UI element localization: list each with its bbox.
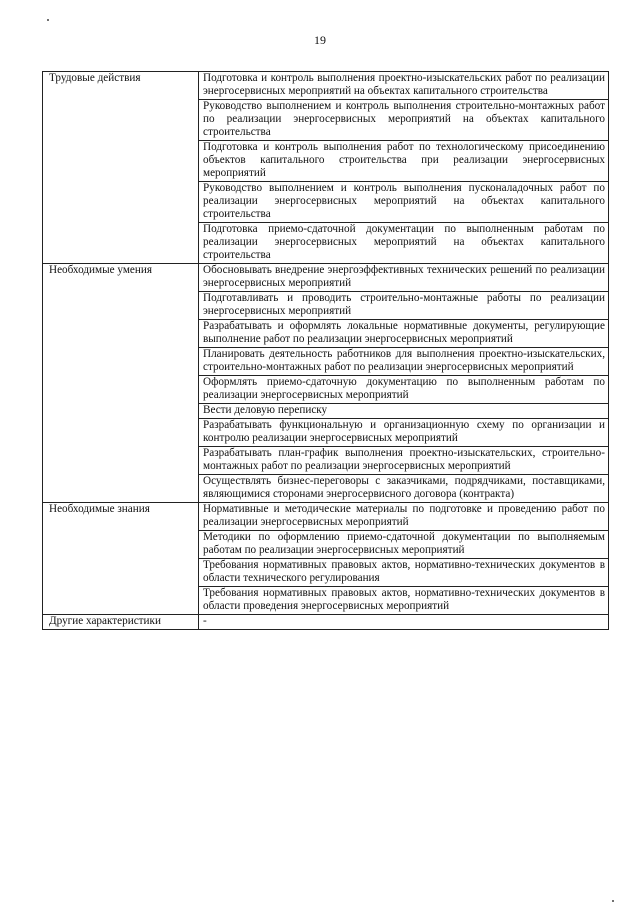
item-cell: Обосновывать внедрение энергоэффективных технических решений по реализации энергосервисных мероприятий: [199, 264, 609, 292]
category-cell: Необходимые знания: [43, 503, 199, 615]
item-cell: Руководство выполнением и контроль выполнения строительно-монтажных работ по реализации энергосервисных мероприятий на объектах капитального строительства: [199, 100, 609, 141]
item-cell: Разрабатывать и оформлять локальные нормативные документы, регулирующие выполнение работ по реализации энергосервисных мероприятий: [199, 320, 609, 348]
table-row: [43, 264, 609, 292]
category-cell: Другие характеристики: [43, 615, 199, 630]
scan-speck: [47, 19, 49, 21]
item-cell: Разрабатывать функциональную и организационную схему по организации и контролю реализации энергосервисных мероприятий: [199, 419, 609, 447]
category-cell: Необходимые умения: [43, 264, 199, 503]
item-cell: Методики по оформлению приемо-сдаточной документации по выполняемым работам по реализации энергосервисных мероприятий: [199, 531, 609, 559]
item-cell: Руководство выполнением и контроль выполнения пусконаладочных работ по реализации энергосервисных мероприятий на объектах капитального строительства: [199, 182, 609, 223]
item-cell: Оформлять приемо-сдаточную документацию по выполненным работам по реализации энергосервисных мероприятий: [199, 376, 609, 404]
item-cell: Планировать деятельность работников для выполнения проектно-изыскательских, строительно-монтажных работ по реализации энергосервисных мероприятий: [199, 348, 609, 376]
item-cell: Осуществлять бизнес-переговоры с заказчиками, подрядчиками, поставщиками, являющимися сторонами энергосервисного договора (контракта): [199, 475, 609, 503]
item-cell: Подготавливать и проводить строительно-монтажные работы по реализации энергосервисных мероприятий: [199, 292, 609, 320]
table-row: [43, 503, 609, 531]
table-row: [43, 615, 609, 630]
item-cell: Подготовка и контроль выполнения проектно-изыскательских работ по реализации энергосервисных мероприятий на объектах капитального строительства: [199, 72, 609, 100]
item-cell: Вести деловую переписку: [199, 404, 609, 419]
category-cell: Трудовые действия: [43, 72, 199, 264]
item-cell: Требования нормативных правовых актов, нормативно-технических документов в области проведения энергосервисных мероприятий: [199, 587, 609, 615]
table-row: [43, 72, 609, 100]
item-cell: -: [199, 615, 609, 630]
page-number: 19: [314, 33, 326, 47]
qualification-table: [42, 71, 609, 630]
item-cell: Подготовка и контроль выполнения работ по технологическому присоединению объектов капитального строительства при реализации энергосервисных мероприятий: [199, 141, 609, 182]
scan-speck: [612, 900, 614, 902]
item-cell: Требования нормативных правовых актов, нормативно-технических документов в области технического регулирования: [199, 559, 609, 587]
item-cell: Разрабатывать план-график выполнения проектно-изыскательских, строительно-монтажных работ по реализации энергосервисных мероприятий: [199, 447, 609, 475]
item-cell: Подготовка приемо-сдаточной документации по выполненным работам по реализации энергосервисных мероприятий на объектах капитального строительства: [199, 223, 609, 264]
item-cell: Нормативные и методические материалы по подготовке и проведению работ по реализации энергосервисных мероприятий: [199, 503, 609, 531]
